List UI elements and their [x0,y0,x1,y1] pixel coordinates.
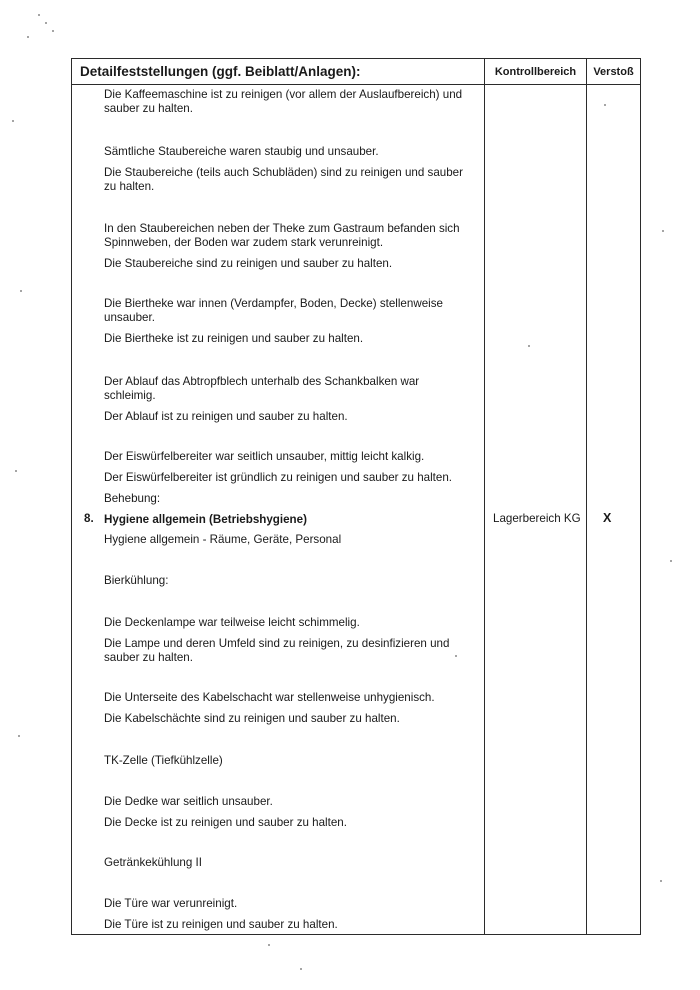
finding-line: Der Eiswürfelbereiter ist gründlich zu reinigen und sauber zu halten. [104,471,452,484]
finding-line: Die Dedke war seitlich unsauber. [104,795,273,808]
finding-line: sauber zu halten. [104,651,193,664]
finding-line: Die Kaffeemaschine ist zu reinigen (vor allem der Auslaufbereich) und [104,88,463,101]
finding-line: Die Staubereiche (teils auch Schubläden) sind zu reinigen und sauber [104,166,463,179]
finding-line: schleimig. [104,389,156,402]
scan-speck [20,290,22,292]
scan-speck [300,968,302,970]
violation-header: Verstoß [593,65,634,78]
finding-line: Der Eiswürfelbereiter war seitlich unsauber, mittig leicht kalkig. [104,450,425,463]
control-area-header: Kontrollbereich [485,59,587,84]
violation-mark: X [603,511,612,525]
scan-speck [38,14,40,16]
finding-line: Die Staubereiche sind zu reinigen und sauber zu halten. [104,257,393,270]
finding-line: Die Biertheke ist zu reinigen und sauber zu halten. [104,332,364,345]
finding-line: Die Lampe und deren Umfeld sind zu reinigen, zu desinfizieren und [104,637,450,650]
section-number: 8. [84,512,94,525]
control-area-value: Lagerbereich KG [493,512,581,525]
scan-speck [604,104,606,106]
finding-line: Spinnweben, der Boden war zudem stark verunreinigt. [104,236,384,249]
finding-line: Sämtliche Staubereiche waren staubig und unsauber. [104,145,379,158]
scan-speck [15,470,17,472]
scan-speck [660,880,662,882]
scan-speck [528,345,530,347]
subsection-heading: Bierkühlung: [104,574,169,587]
scan-speck [45,22,47,24]
scan-speck [268,944,270,946]
findings-header: Detailfeststellungen (ggf. Beiblatt/Anlagen): [72,59,485,84]
finding-line: sauber zu halten. [104,102,193,115]
scan-speck [662,230,664,232]
finding-line: Die Unterseite des Kabelschacht war stellenweise unhygienisch. [104,691,435,704]
finding-line: Die Türe ist zu reinigen und sauber zu halten. [104,918,338,931]
finding-line: unsauber. [104,311,155,324]
finding-line: Die Deckenlampe war teilweise leicht schimmelig. [104,616,360,629]
finding-line: Der Ablauf das Abtropfblech unterhalb des Schankbalken war [104,375,420,388]
finding-line: Die Biertheke war innen (Verdampfer, Boden, Decke) stellenweise [104,297,443,310]
finding-line: Die Türe war verunreinigt. [104,897,238,910]
finding-line: zu halten. [104,180,155,193]
scan-speck [18,735,20,737]
remedy-label: Behebung: [104,492,161,505]
finding-line: In den Staubereichen neben der Theke zum Gastraum befanden sich [104,222,460,235]
column-divider-area [484,85,485,935]
scan-speck [670,560,672,562]
finding-line: Der Ablauf ist zu reinigen und sauber zu halten. [104,410,348,423]
finding-line: Die Kabelschächte sind zu reinigen und sauber zu halten. [104,712,400,725]
scan-speck [52,30,54,32]
scan-speck [12,120,14,122]
section-subtitle: Hygiene allgemein - Räume, Geräte, Personal [104,533,342,546]
scan-speck [27,36,29,38]
finding-line: Die Decke ist zu reinigen und sauber zu halten. [104,816,347,829]
section-title: Hygiene allgemein (Betriebshygiene) [104,513,307,526]
column-divider-violation [586,85,587,935]
scan-speck [455,655,457,657]
subsection-heading: Getränkekühlung II [104,856,202,869]
table-header [71,58,641,85]
subsection-heading: TK-Zelle (Tiefkühlzelle) [104,754,223,767]
